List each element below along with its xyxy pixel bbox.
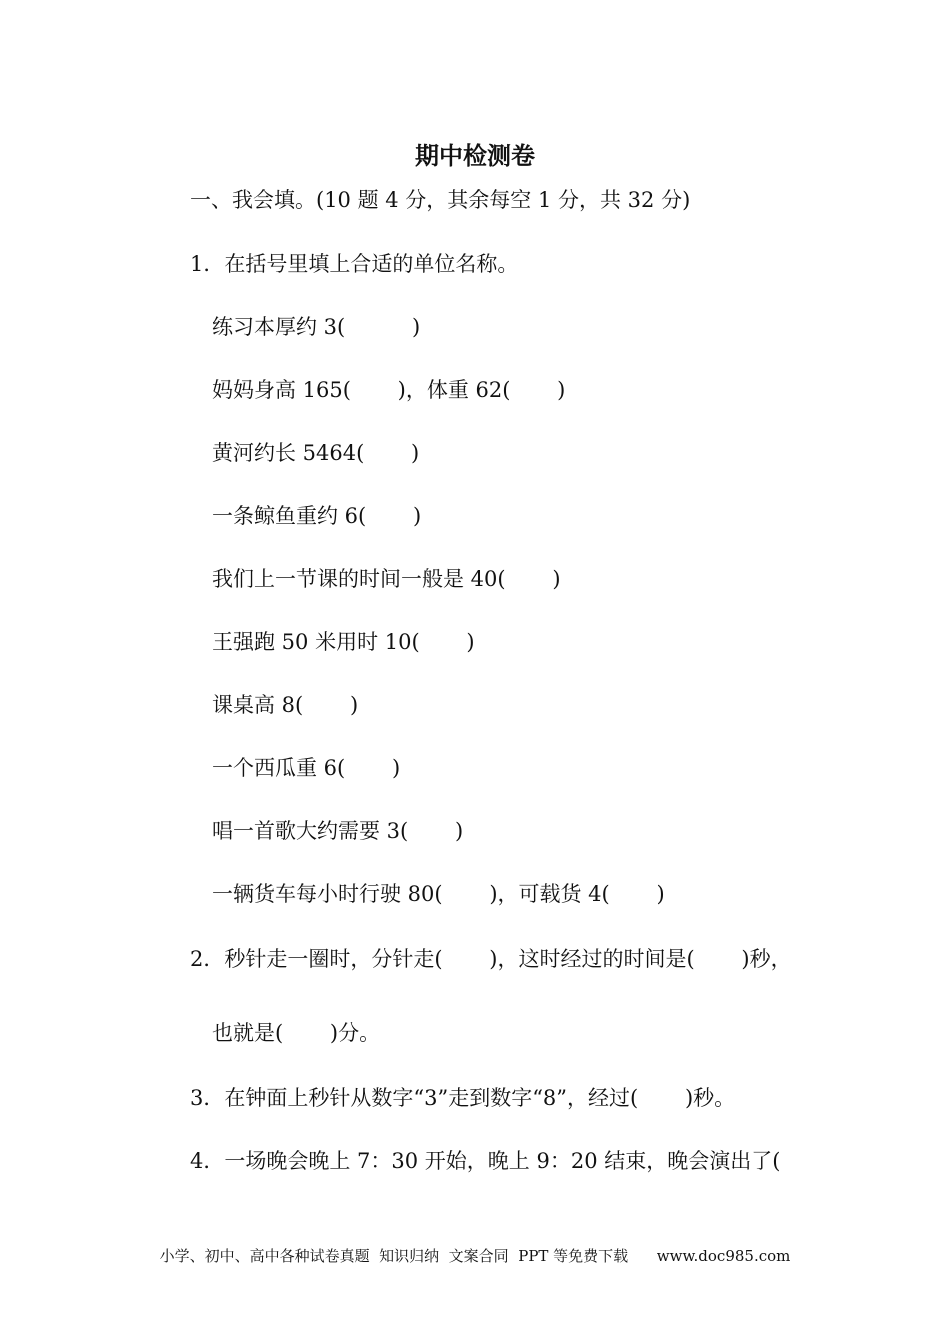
question-1-item: 练习本厚约 3( ) xyxy=(212,315,421,339)
question-1-item: 一个西瓜重 6( ) xyxy=(212,756,401,780)
question-1-item: 黄河约长 5464( ) xyxy=(212,441,420,465)
question-2-line-2: 也就是( )分。 xyxy=(212,1021,381,1045)
question-1-item: 王强跑 50 米用时 10( ) xyxy=(212,630,475,654)
question-1-item: 课桌高 8( ) xyxy=(212,693,359,717)
question-1-item: 我们上一节课的时间一般是 40( ) xyxy=(212,567,561,591)
page-footer: 小学、初中、高中各种试卷真题 知识归纳 文案合同 PPT 等免费下载 www.doc985.com xyxy=(159,1247,791,1265)
question-4: 4．一场晚会晚上 7：30 开始，晚上 9：20 结束，晚会演出了( xyxy=(190,1149,781,1173)
question-1-item: 妈妈身高 165( )，体重 62( ) xyxy=(212,378,566,402)
question-1-item: 一辆货车每小时行驶 80( )，可载货 4( ) xyxy=(212,882,665,906)
question-1-item: 一条鲸鱼重约 6( ) xyxy=(212,504,422,528)
question-2-line-1: 2．秒针走一圈时，分针走( )，这时经过的时间是( )秒， xyxy=(190,947,792,971)
question-3: 3．在钟面上秒针从数字“3”走到数字“8”，经过( )秒。 xyxy=(190,1086,736,1110)
section-heading: 一、我会填。(10 题 4 分，其余每空 1 分，共 32 分) xyxy=(190,188,691,212)
page-title: 期中检测卷 xyxy=(415,142,535,170)
question-1-stem: 1．在括号里填上合适的单位名称。 xyxy=(190,252,519,276)
question-1-item: 唱一首歌大约需要 3( ) xyxy=(212,819,464,843)
